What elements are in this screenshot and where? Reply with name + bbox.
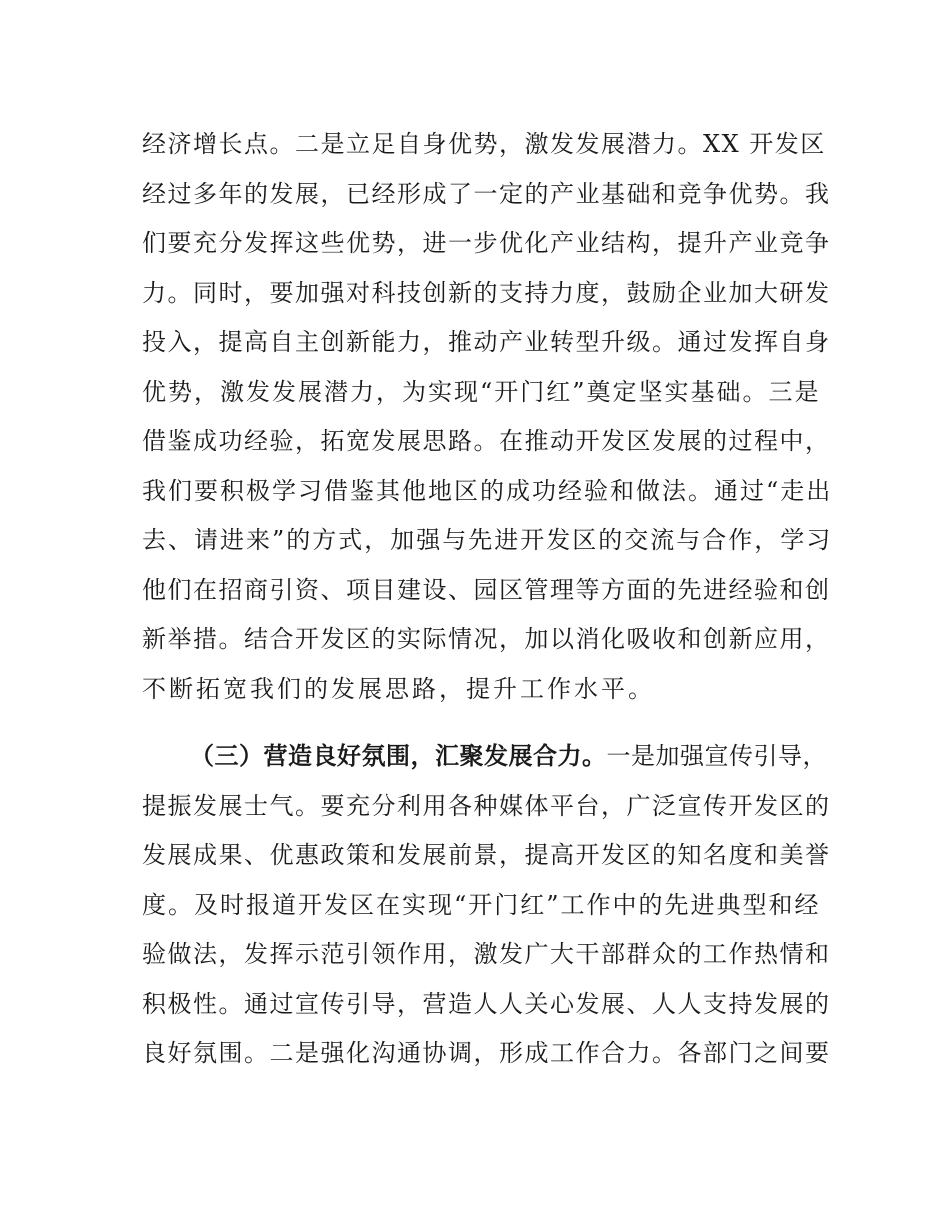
text-line: 他们在招商引资、项目建设、园区管理等方面的先进经验和创: [142, 576, 831, 604]
text-line: 良好氛围。二是强化沟通协调，形成工作合力。各部门之间要: [142, 1039, 831, 1067]
text-line: [190, 736, 827, 776]
text-line: 度。及时报道开发区在实现“开门红”工作中的先进典型和经: [142, 891, 821, 919]
text-line: 力。同时，要加强对科技创新的支持力度，鼓励企业加大研发: [142, 279, 831, 307]
text-line: 去、请进来”的方式，加强与先进开发区的交流与合作，学习: [142, 526, 833, 554]
text-line: 我们要积极学习借鉴其他地区的成功经验和做法。通过“走出: [142, 477, 833, 505]
text-line: 不断拓宽我们的发展思路，提升工作水平。: [142, 675, 655, 703]
text-line: 经过多年的发展，已经形成了一定的产业基础和竞争优势。我: [142, 180, 831, 208]
text-line: 验做法，发挥示范引领作用，激发广大干部群众的工作热情和: [142, 940, 831, 968]
text-line: 借鉴成功经验，拓宽发展思路。在推动开发区发展的过程中，: [142, 427, 831, 455]
text-line: 新举措。结合开发区的实际情况，加以消化吸收和创新应用，: [142, 625, 831, 653]
text-line: 积极性。通过宣传引导，营造人人关心发展、人人支持发展的: [142, 990, 831, 1018]
text-line: 优势，激发发展潜力，为实现“开门红”奠定坚实基础。三是: [142, 378, 821, 406]
text-line: 发展成果、优惠政策和发展前景，提高开发区的知名度和美誉: [142, 841, 831, 869]
text-line: 提振发展士气。要充分利用各种媒体平台，广泛宣传开发区的: [142, 792, 831, 820]
heading-continuation: 一是加强宣传引导，: [606, 742, 827, 770]
text-line: 经济增长点。二是立足自身优势，激发发展潜力。XX 开发区: [142, 130, 826, 158]
section-heading: （三）营造良好氛围，汇聚发展合力。: [190, 742, 607, 770]
text-line: 投入，提高自主创新能力，推动产业转型升级。通过发挥自身: [142, 328, 831, 356]
text-line: 们要充分发挥这些优势，进一步优化产业结构，提升产业竞争: [142, 229, 831, 257]
